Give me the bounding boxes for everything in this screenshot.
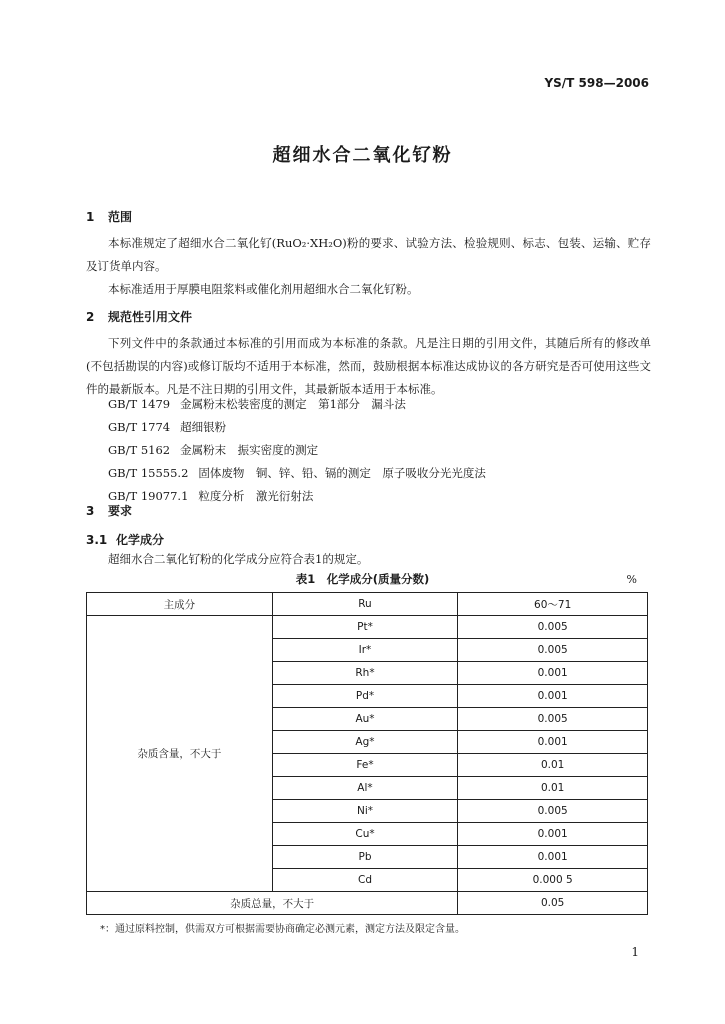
value-cell: 60～71 (458, 593, 648, 616)
reference-item (108, 419, 236, 435)
section-number: 2 (86, 310, 95, 324)
element-cell: Ag* (272, 731, 458, 754)
element-cell: Cd (272, 869, 458, 892)
element-cell: Pt* (272, 616, 458, 639)
element-cell: Al* (272, 777, 458, 800)
section-3-heading (86, 502, 132, 519)
section-1-paragraph-2: 本标准适用于厚膜电阻浆料或催化剂用超细水合二氧化钌粉。 (108, 282, 419, 296)
reference-code: GB/T 19077.1 (108, 489, 189, 503)
section-2-heading (86, 308, 192, 325)
section-title: 要求 (108, 504, 133, 518)
value-cell: 0.01 (458, 777, 648, 800)
reference-item (108, 396, 416, 412)
value-cell: 0.005 (458, 616, 648, 639)
element-cell: Pb (272, 846, 458, 869)
value-cell: 0.005 (458, 800, 648, 823)
value-cell: 0.001 (458, 823, 648, 846)
element-cell: Au* (272, 708, 458, 731)
reference-desc: 固体废物 铜、锌、铅、镉的测定 原子吸收分光光度法 (198, 466, 486, 480)
value-cell: 0.000 5 (458, 869, 648, 892)
reference-code: GB/T 1774 (108, 420, 171, 434)
value-cell: 0.05 (458, 892, 648, 915)
table-row (87, 892, 648, 915)
value-cell: 0.001 (458, 662, 648, 685)
value-cell: 0.01 (458, 754, 648, 777)
section-2-paragraph: 下列文件中的条款通过本标准的引用而成为本标准的条款。凡是注日期的引用文件，其随后所有的修改单(不包括勘误的内容)或修订版均不适用于本标准，然而，鼓励根据本标准达成协议的各方研究是否可使用这些文件的最新版本。凡是不注日期的引用文件，其最新版本适用于本标准。 (86, 336, 651, 396)
element-cell: Rh* (272, 662, 458, 685)
subsection-title: 化学成分 (116, 533, 165, 547)
section-3-1-text: 超细水合二氧化钌粉的化学成分应符合表1的规定。 (108, 552, 369, 566)
table-row (87, 616, 648, 639)
table-footnote: *：通过原料控制，供需双方可根据需要协商确定必测元素，测定方法及限定含量。 (100, 924, 465, 935)
reference-desc: 粒度分析 激光衍射法 (198, 489, 314, 503)
value-cell: 0.001 (458, 685, 648, 708)
section-1-heading (86, 208, 132, 225)
reference-desc: 金属粉末 振实密度的测定 (180, 443, 319, 457)
reference-code: GB/T 15555.2 (108, 466, 189, 480)
element-cell: Cu* (272, 823, 458, 846)
section-title: 规范性引用文件 (108, 310, 193, 324)
reference-code: GB/T 5162 (108, 443, 171, 457)
document-title: 超细水合二氧化钌粉 (272, 145, 453, 166)
element-cell: Ni* (272, 800, 458, 823)
total-impurity-label: 杂质总量，不大于 (87, 892, 458, 915)
reference-desc: 金属粉末松装密度的测定 第1部分 漏斗法 (180, 397, 406, 411)
element-cell: Pd* (272, 685, 458, 708)
table-caption: 表1 化学成分(质量分数) (295, 572, 430, 586)
main-component-label: 主成分 (87, 593, 273, 616)
value-cell: 0.001 (458, 731, 648, 754)
section-number: 3 (86, 504, 95, 518)
element-cell: Ir* (272, 639, 458, 662)
impurity-label: 杂质含量，不大于 (87, 616, 273, 892)
table-unit: % (626, 573, 637, 586)
section-1-paragraph-1: 本标准规定了超细水合二氧化钌(RuO₂·XH₂O)粉的要求、试验方法、检验规则、标志、包装、运输、贮存及订货单内容。 (86, 236, 651, 273)
reference-desc: 超细银粉 (180, 420, 227, 434)
value-cell: 0.001 (458, 846, 648, 869)
table-row (87, 593, 648, 616)
reference-item (108, 442, 328, 458)
chemical-composition-table (86, 592, 648, 915)
reference-item (108, 465, 496, 481)
standard-number: YS/T 598—2006 (544, 76, 649, 90)
subsection-number: 3.1 (86, 533, 108, 547)
element-cell: Ru (272, 593, 458, 616)
page-number: 1 (631, 945, 639, 959)
section-number: 1 (86, 210, 95, 224)
element-cell: Fe* (272, 754, 458, 777)
section-3-1-heading (86, 531, 164, 548)
reference-code: GB/T 1479 (108, 397, 171, 411)
reference-item (108, 488, 323, 504)
value-cell: 0.005 (458, 708, 648, 731)
section-title: 范围 (108, 210, 133, 224)
value-cell: 0.005 (458, 639, 648, 662)
